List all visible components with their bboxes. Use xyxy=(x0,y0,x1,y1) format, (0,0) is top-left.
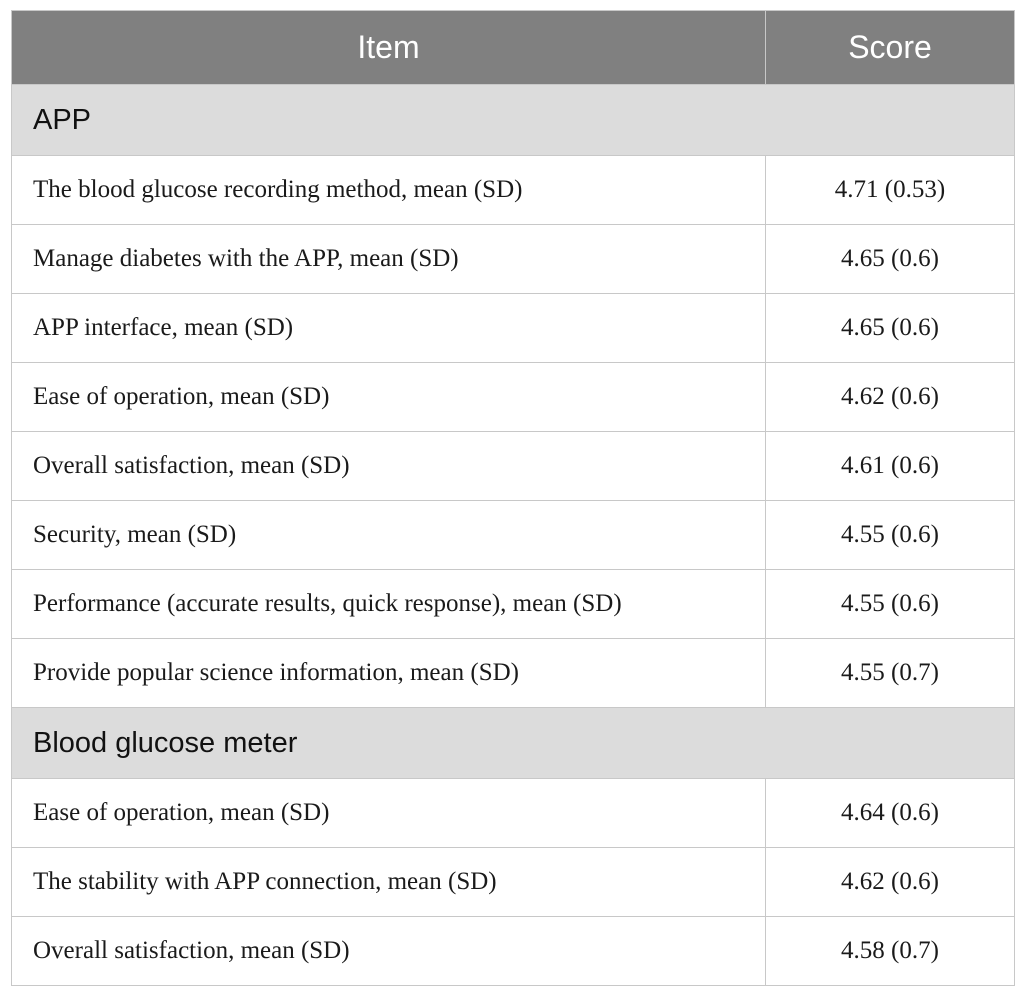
table-row xyxy=(12,432,1015,501)
score-cell: 4.58 (0.7) xyxy=(766,917,1015,986)
item-cell: Ease of operation, mean (SD) xyxy=(12,363,766,432)
section-row-app xyxy=(12,85,1015,156)
item-cell: Ease of operation, mean (SD) xyxy=(12,779,766,848)
table-row xyxy=(12,225,1015,294)
score-cell: 4.62 (0.6) xyxy=(766,848,1015,917)
score-cell: 4.65 (0.6) xyxy=(766,294,1015,363)
table-row xyxy=(12,779,1015,848)
item-cell: Overall satisfaction, mean (SD) xyxy=(12,917,766,986)
score-cell: 4.62 (0.6) xyxy=(766,363,1015,432)
table-row xyxy=(12,294,1015,363)
item-cell: Performance (accurate results, quick response), mean (SD) xyxy=(12,570,766,639)
item-cell: APP interface, mean (SD) xyxy=(12,294,766,363)
satisfaction-score-table xyxy=(11,10,1015,986)
table-row xyxy=(12,501,1015,570)
score-cell: 4.55 (0.6) xyxy=(766,570,1015,639)
table-row xyxy=(12,639,1015,708)
score-cell: 4.55 (0.7) xyxy=(766,639,1015,708)
section-title: Blood glucose meter xyxy=(12,708,1015,779)
item-cell: Manage diabetes with the APP, mean (SD) xyxy=(12,225,766,294)
table-row xyxy=(12,917,1015,986)
section-title: APP xyxy=(12,85,1015,156)
item-cell: The blood glucose recording method, mean (SD) xyxy=(12,156,766,225)
score-cell: 4.65 (0.6) xyxy=(766,225,1015,294)
item-cell: Overall satisfaction, mean (SD) xyxy=(12,432,766,501)
table-row xyxy=(12,156,1015,225)
score-cell: 4.61 (0.6) xyxy=(766,432,1015,501)
table-row xyxy=(12,363,1015,432)
table-row xyxy=(12,848,1015,917)
section-row-blood-glucose-meter xyxy=(12,708,1015,779)
table-header-row xyxy=(12,11,1015,85)
score-cell: 4.55 (0.6) xyxy=(766,501,1015,570)
score-cell: 4.71 (0.53) xyxy=(766,156,1015,225)
table-row xyxy=(12,570,1015,639)
column-header-item: Item xyxy=(12,11,766,85)
item-cell: The stability with APP connection, mean (SD) xyxy=(12,848,766,917)
score-cell: 4.64 (0.6) xyxy=(766,779,1015,848)
item-cell: Security, mean (SD) xyxy=(12,501,766,570)
item-cell: Provide popular science information, mean (SD) xyxy=(12,639,766,708)
column-header-score: Score xyxy=(766,11,1015,85)
